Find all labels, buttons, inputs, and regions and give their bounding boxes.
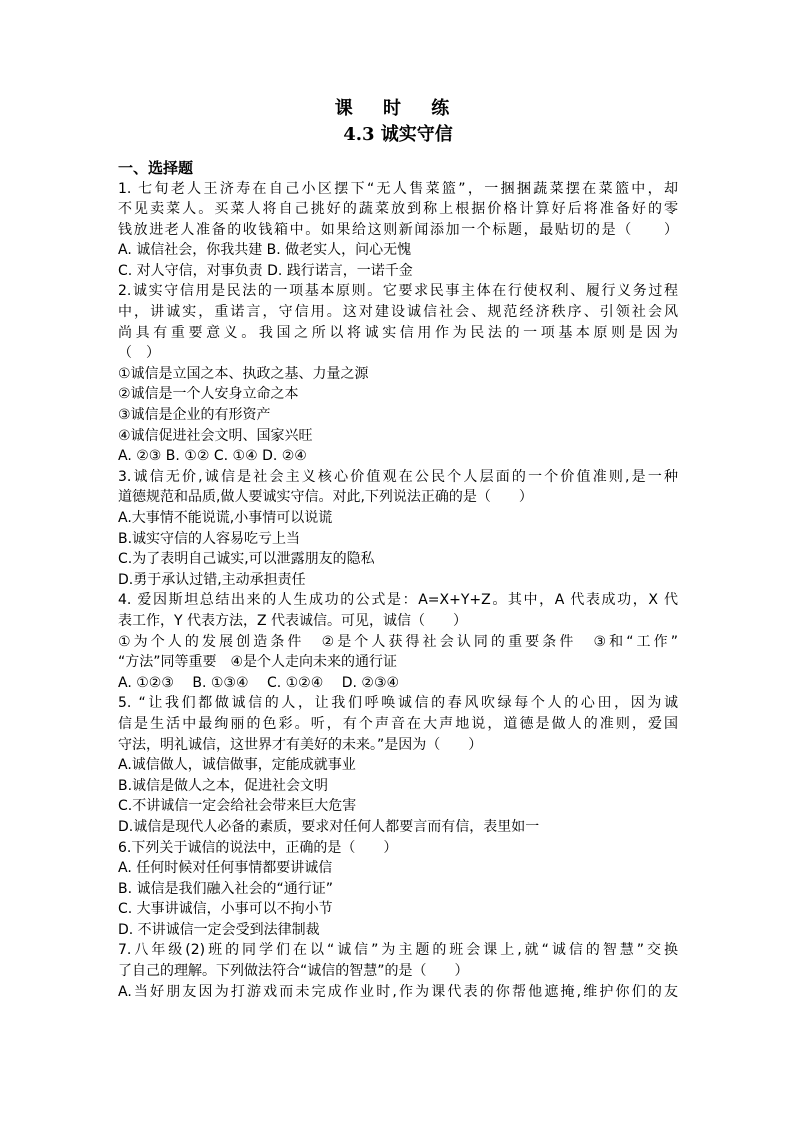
option-line: B.诚实守信的人容易吃亏上当 [118,530,301,547]
option-line: A. ①②③ B. ①③④ C. ①②④ D. ②③④ [118,674,400,691]
option-line: C.为了表明自己诚实,可以泄露朋友的隐私 [118,551,375,568]
option-line: B. 诚信是我们融入社会的“通行证” [118,880,334,897]
option-line: B.诚信是做人之本，促进社会文明 [118,777,329,794]
option-line: C. 大事讲诚信，小事可以不拘小节 [118,901,333,918]
option-line: A. 诚信社会，你我共建 B. 做老实人，问心无愧 [118,242,412,259]
option-line: A. ②③ B. ①② C. ①④ D. ②④ [118,448,307,465]
text-line: 7.八年级(2)班的同学们在以“诚信”为主题的班会课上,就“诚信的智慧”交换 [118,942,678,959]
text-line: 表工作，Y 代表方法，Z 代表诚信。可见，诚信（ ） [118,612,468,629]
option-line: C.不讲诚信一定会给社会带来巨大危害 [118,798,357,815]
option-line: A.大事情不能说谎,小事情可以说谎 [118,510,333,526]
option-line: ③诚信是企业的有形资产 [118,407,271,424]
option-line: ①诚信是立国之本、执政之基、力量之源 [118,365,369,382]
text-line: 钱放进老人准备的收钱箱中。如果给这则新闻添加一个标题，最贴切的是（ ） [118,221,678,238]
option-line: “方法”同等重要 ④是个人走向未来的通行证 [118,654,398,671]
option-line: ②诚信是一个人安身立命之本 [118,386,299,403]
page-title: 课 时 练 [334,98,462,119]
document-page [118,96,678,1002]
text-line: 守法，明礼诚信，这世界才有美好的未来。”是因为（ ） [118,736,483,753]
text-line: 3.诚信无价,诚信是社会主义核心价值观在公民个人层面的一个价值准则,是一种 [118,468,678,485]
text-line: 道德规范和品质,做人要诚实守信。对此,下列说法正确的是（ ） [118,489,533,506]
text-line: 6.下列关于诚信的说法中，正确的是（ ） [118,839,398,856]
text-line: 不见卖菜人。买菜人将自己挑好的蔬菜放到称上根据价格计算好后将准备好的零 [118,201,678,218]
text-line: 5. “让我们都做诚信的人，让我们呼唤诚信的春风吹绿每个人的心田，因为诚 [118,695,678,712]
option-line: A. 任何时候对任何事情都要讲诚信 [118,860,333,877]
option-line: A.诚信做人，诚信做事，定能成就事业 [118,757,356,774]
text-line: （ ） [118,345,160,362]
section-title: 一、选择题 [118,159,194,177]
text-line: 信是生活中最绚丽的色彩。听，有个声音在大声地说，道德是做人的准则，爱国 [118,715,678,732]
text-line: 1. 七旬老人王济寿在自己小区摆下“无人售菜篮”，一捆捆蔬菜摆在菜篮中，却 [118,180,678,197]
text-line: 4. 爱因斯坦总结出来的人生成功的公式是：A=X+Y+Z。其中，A 代表成功，X 代 [118,592,678,609]
option-line: D. 不讲诚信一定会受到法律制裁 [118,921,320,938]
option-line: ④诚信促进社会文明、国家兴旺 [118,427,313,444]
text-line: 了自己的理解。下列做法符合“诚信的智慧”的是（ ） [118,963,469,980]
option-line: D.勇于承认过错,主动承担责任 [118,571,306,588]
option-line: ①为个人的发展创造条件 ②是个人获得社会认同的重要条件 ③和“工作” [118,633,678,650]
option-line: A.当好朋友因为打游戏而未完成作业时,作为课代表的你帮他遮掩,维护你们的友 [118,983,678,1000]
text-line: 尚具有重要意义。我国之所以将诚实信用作为民法的一项基本原则是因为 [118,324,678,341]
text-line: 中，讲诚实，重诺言，守信用。这对建设诚信社会、规范经济秩序、引领社会风 [118,304,678,321]
lesson-title: 4.3 诚实守信 [343,124,453,145]
option-line: D.诚信是现代人必备的素质，要求对任何人都要言而有信，表里如一 [118,818,540,835]
text-line: 2.诚实守信用是民法的一项基本原则。它要求民事主体在行使权利、履行义务过程 [118,283,678,300]
option-line: C. 对人守信，对事负责 D. 践行诺言，一诺千金 [118,262,413,279]
